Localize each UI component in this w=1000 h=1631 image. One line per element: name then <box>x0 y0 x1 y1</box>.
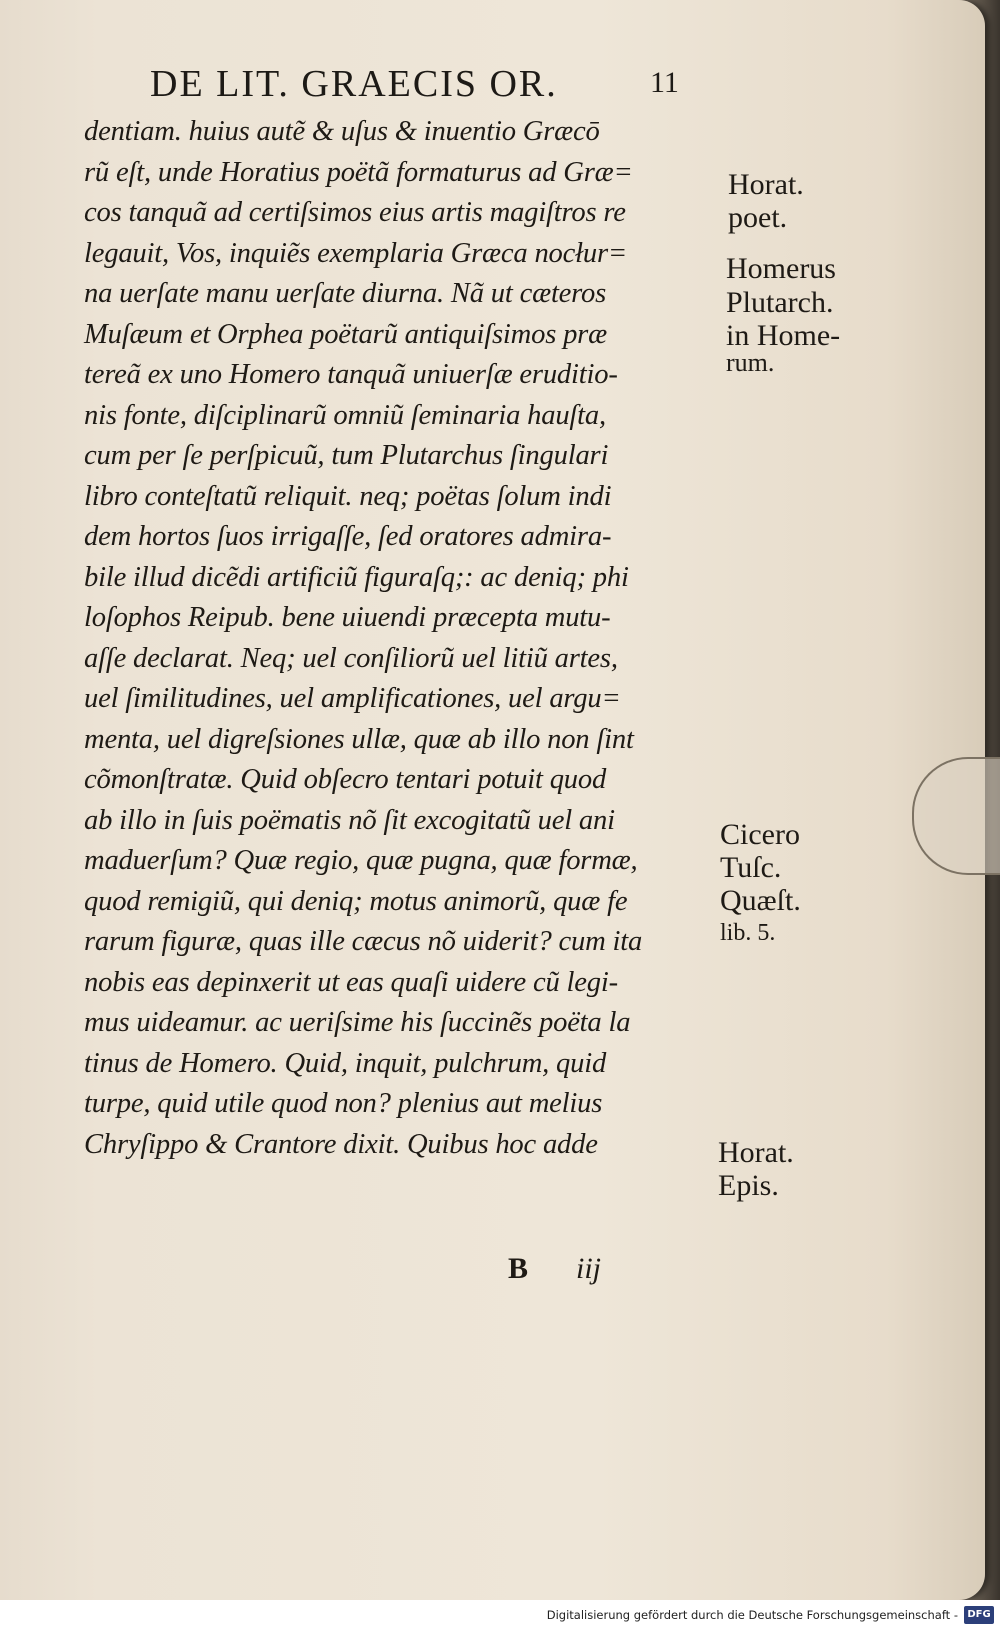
text-line: Muſæum et Orphea poëtarũ antiquiſsimos præ <box>84 318 607 350</box>
text-line: cõmonſtratæ. Quid obſecro tentari potuit quod <box>84 764 607 795</box>
text-line: quod remigiũ, qui deniq; motus animorũ, quæ fe <box>84 885 628 917</box>
text-line: ab illo in ſuis poëmatis nõ ſit excogitatũ uel ani <box>84 804 615 836</box>
text-line: cum per ſe perſpicuũ, tum Plutarchus ſingulari <box>84 440 609 471</box>
text-line: rarum figuræ, quas ille cæcus nõ uiderit? cum ita <box>84 926 643 957</box>
text-line: uel ſimilitudines, uel amplificationes, uel argu= <box>84 683 621 714</box>
text-line: Chryſippo & Crantore dixit. Quibus hoc adde <box>84 1128 598 1160</box>
margin-note-horat-epis: Horat. Epis. <box>718 1136 794 1202</box>
text-line: aſſe declarat. Neq; uel conſiliorũ uel litiũ artes, <box>84 642 618 674</box>
text-line: bile illud dicẽdi artificiũ figuraſq;: ac deniq; phi <box>84 561 629 593</box>
footer-credit: Digitalisierung gefördert durch die Deutsche Forschungsgemeinschaft - <box>546 1608 958 1622</box>
text-line: menta, uel digreſsiones ullæ, quæ ab illo non ſint <box>84 723 634 755</box>
text-line: loſophos Reipub. bene uiuendi præcepta mutu- <box>84 602 611 633</box>
running-head: DE LIT. GRAECIS OR. <box>150 63 558 105</box>
text-line: dem hortos ſuos irrigaſſe, ſed oratores admira- <box>84 521 612 552</box>
text-line: nobis eas depinxerit ut eas quaſi uidere cũ legi- <box>84 966 618 998</box>
text-line: tinus de Homero. Quid, inquit, pulchrum, quid <box>84 1047 607 1079</box>
text-line: cos tanquã ad certiſsimos eius artis magiſtros re <box>84 197 626 228</box>
folio-number: 11 <box>650 66 679 99</box>
text-line: maduerſum? Quæ regio, quæ pugna, quæ formæ, <box>84 845 638 876</box>
text-line: tereã ex uno Homero tanquã uniuerſæ eruditio- <box>84 359 618 390</box>
text-line: nis fonte, diſciplinarũ omniũ ſeminaria hauſta, <box>84 399 606 431</box>
margin-note-horat-poet: Horat. poet. <box>728 168 804 234</box>
text-line: mus uideamur. ac ueriſsime his ſuccinẽs poëta la <box>84 1007 631 1038</box>
digitization-footer <box>0 1600 1000 1631</box>
text-line: turpe, quid utile quod non? plenius aut melius <box>84 1088 603 1119</box>
text-line: legauit, Vos, inquiẽs exemplaria Græca nocłur= <box>84 237 627 269</box>
margin-note-cicero: Cicero Tuſc. Quæſt. lib. 5. <box>720 818 801 946</box>
signature-number: iij <box>576 1252 602 1285</box>
text-line: na uerſate manu uerſate diurna. Nã ut cæteros <box>84 278 607 309</box>
signature-letter: B <box>508 1252 529 1285</box>
signature-mark <box>508 1252 601 1286</box>
text-line: rũ eſt, unde Horatius poëtã formaturus ad Græ= <box>84 156 633 188</box>
margin-note-plutarch: Plutarch. in Home- rum. <box>726 286 841 377</box>
text-line: libro conteſtatũ reliquit. neq; poëtas ſolum indi <box>84 480 612 512</box>
dfg-logo: DFG <box>964 1606 994 1624</box>
margin-note-homerus: Homerus <box>726 252 836 285</box>
text-line: dentiam. huius autẽ & uſus & inuentio Græcō <box>84 116 600 147</box>
body-text <box>84 112 714 1165</box>
